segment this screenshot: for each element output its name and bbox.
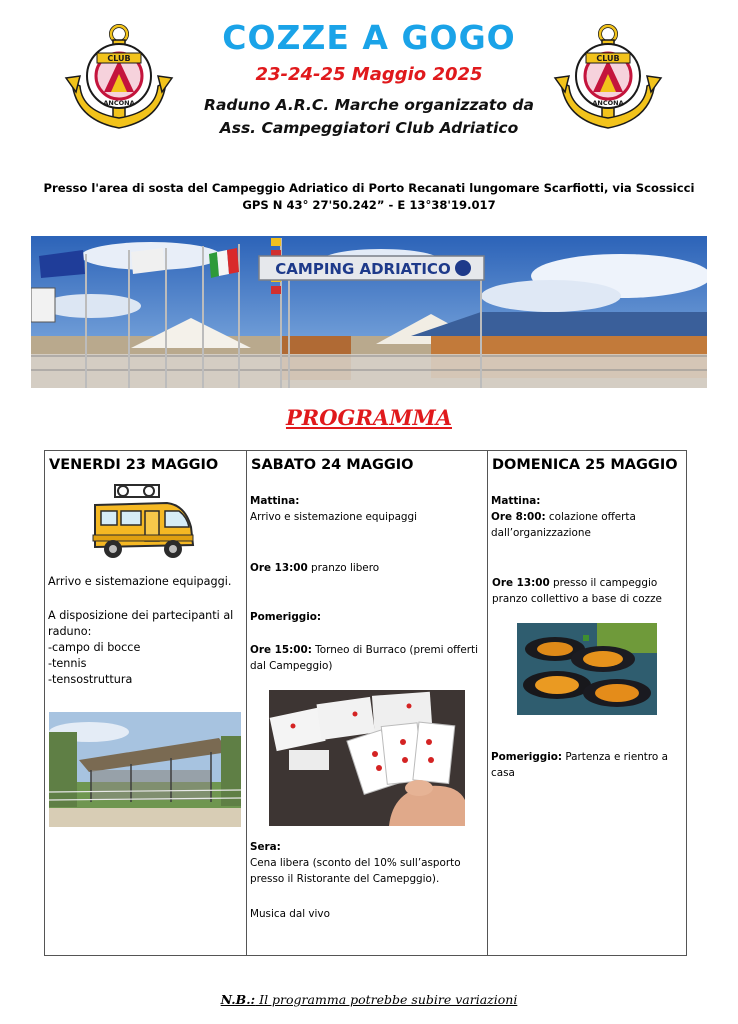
facility-item: -campo di bocce — [48, 641, 141, 654]
sunday-lunch-text-2: pranzo collettivo a base di cozze — [492, 593, 662, 605]
address-line: Presso l'area di sosta del Campeggio Adriatico di Porto Recanati lungomare Scarfiotti, via Scossicci — [43, 181, 695, 195]
saturday-tournament-text: Torneo di Burraco (premi offerti — [311, 644, 478, 656]
footer-note — [150, 992, 588, 1007]
saturday-lunch — [250, 560, 379, 576]
friday-arrival-text: Arrivo e sistemazione equipaggi. — [48, 575, 232, 588]
saturday-evening-text-2: presso il Ristorante del Camepggio). — [250, 873, 440, 885]
sunday-breakfast-text: colazione offerta — [545, 511, 636, 523]
sunday-breakfast-time: Ore 8:00: — [491, 511, 546, 523]
saturday-column — [247, 451, 488, 955]
sunday-breakfast-text-2: dall’organizzazione — [491, 527, 591, 539]
nb-label: N.B.: — [220, 992, 256, 1007]
saturday-tournament — [250, 642, 478, 674]
saturday-tournament-time: Ore 15:00: — [250, 644, 312, 656]
nb-text: Il programma potrebbe subire variazioni — [255, 992, 518, 1007]
friday-facilities-intro — [48, 608, 233, 688]
logo-ancona-text: ANCONA — [592, 99, 624, 107]
sunday-lunch-text: presso il campeggio — [549, 577, 658, 589]
camping-sign-text: CAMPING ADRIATICO — [275, 260, 451, 278]
facility-item: -tennis — [48, 657, 87, 670]
camper-van-illustration — [89, 483, 201, 565]
page-title: COZZE A GOGO — [222, 18, 516, 57]
logo-club-text: CLUB — [596, 54, 620, 63]
event-subtitle — [150, 94, 588, 140]
saturday-morning-block — [250, 493, 417, 525]
playing-cards-photo — [269, 690, 465, 826]
sunday-afternoon — [491, 749, 668, 781]
saturday-evening-block — [250, 839, 461, 887]
sunday-afternoon-text-2: casa — [491, 767, 515, 779]
saturday-morning-label: Mattina: — [250, 495, 300, 507]
friday-facilities-line-1: A disposizione dei partecipanti al — [48, 609, 234, 622]
saturday-morning-text: Arrivo e sistemazione equipaggi — [250, 511, 418, 523]
sunday-column — [488, 451, 686, 955]
sunday-heading: DOMENICA 25 MAGGIO — [492, 457, 678, 473]
venue-address — [20, 180, 718, 214]
logo-ancona-text: ANCONA — [103, 99, 135, 107]
sunday-morning-label: Mattina: — [491, 495, 541, 507]
friday-facilities-line-2: raduno: — [48, 625, 92, 638]
friday-column — [45, 451, 247, 955]
gps-coordinates: GPS N 43° 27'50.242” - E 13°38'19.017 — [242, 198, 496, 212]
sunday-afternoon-label: Pomeriggio: — [491, 751, 563, 763]
saturday-lunch-time: Ore 13:00 — [250, 562, 308, 574]
program-table — [44, 450, 687, 956]
saturday-afternoon-label: Pomeriggio: — [250, 611, 322, 623]
sunday-lunch-time: Ore 13:00 — [492, 577, 550, 589]
sunday-morning-block — [491, 493, 636, 541]
logo-club-text: CLUB — [107, 54, 131, 63]
programma-heading: PROGRAMMA — [285, 405, 452, 430]
event-dates: 23-24-25 Maggio 2025 — [255, 64, 483, 85]
subtitle-line-2: Ass. Campeggiatori Club Adriatico — [219, 119, 519, 137]
saturday-music: Musica dal vivo — [250, 908, 330, 920]
friday-heading: VENERDI 23 MAGGIO — [49, 457, 219, 473]
sunday-lunch-block — [492, 575, 662, 607]
sunday-afternoon-text: Partenza e rientro a — [562, 751, 668, 763]
saturday-evening-text-1: Cena libera (sconto del 10% sull’asporto — [250, 857, 461, 869]
facility-item: -tensostruttura — [48, 673, 133, 686]
pavilion-photo — [49, 712, 241, 827]
mussels-photo — [517, 623, 657, 715]
campsite-photo — [31, 236, 707, 388]
saturday-evening-label: Sera: — [250, 841, 281, 853]
saturday-heading: SABATO 24 MAGGIO — [251, 457, 414, 473]
saturday-tournament-text-2: dal Campeggio) — [250, 660, 333, 672]
subtitle-line-1: Raduno A.R.C. Marche organizzato da — [204, 96, 534, 114]
saturday-lunch-text: pranzo libero — [307, 562, 380, 574]
